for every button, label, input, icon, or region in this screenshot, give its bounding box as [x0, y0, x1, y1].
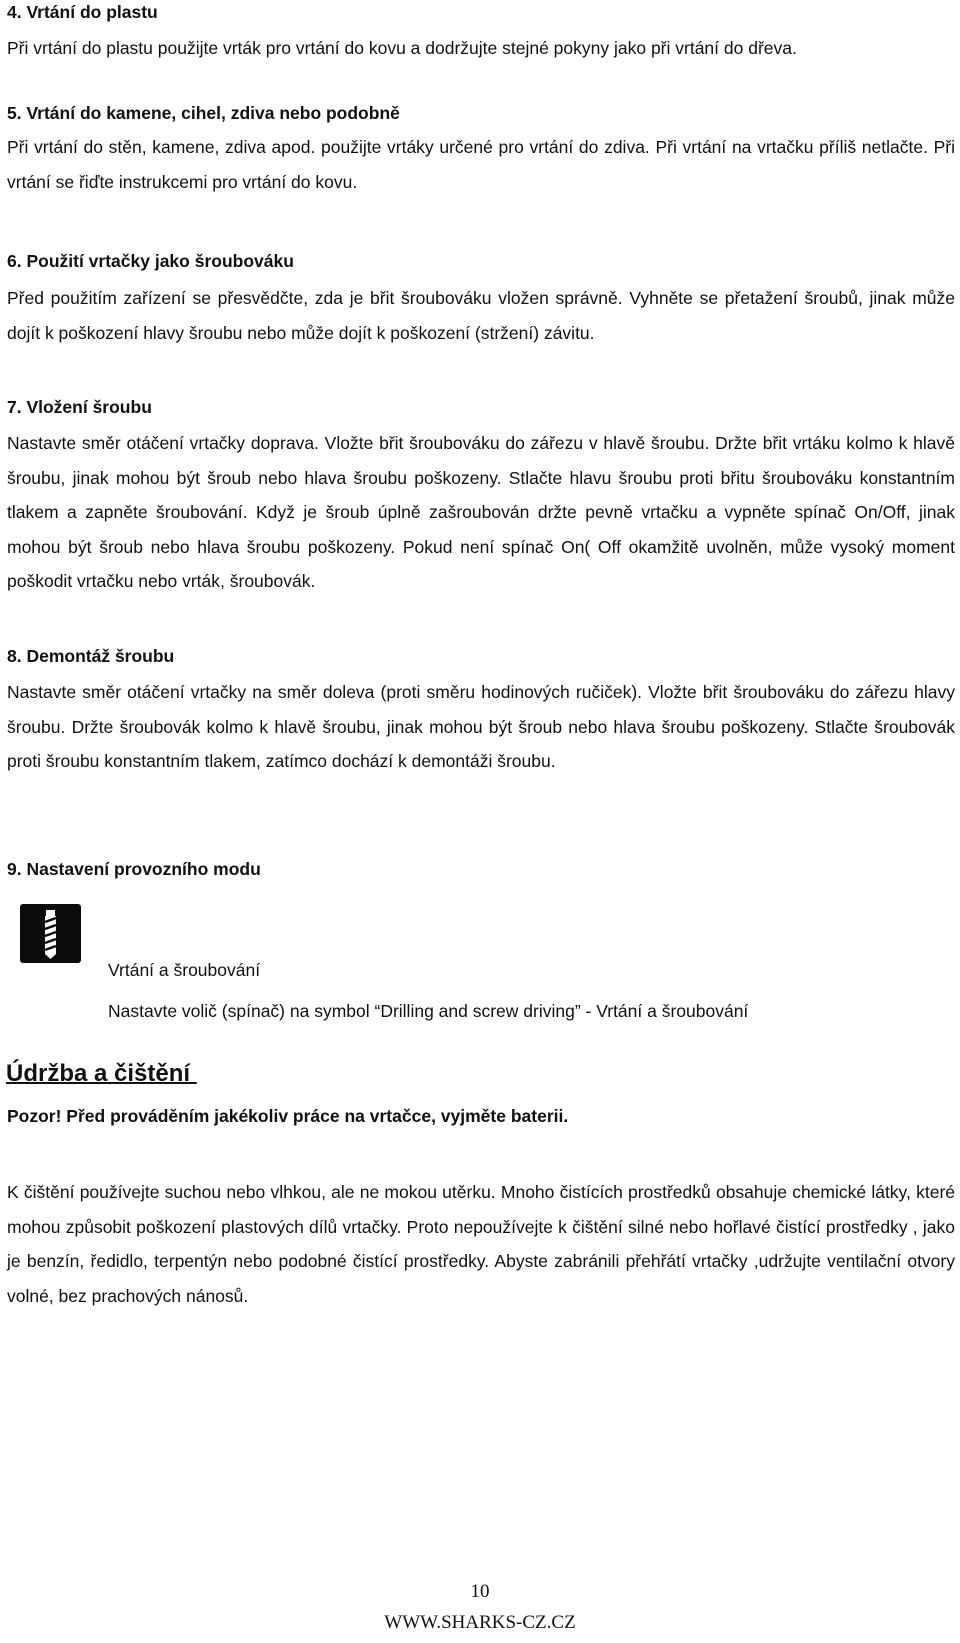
page-number: 10	[470, 1581, 490, 1602]
drill-bit-icon	[20, 904, 81, 963]
section-8-text: Nastavte směr otáčení vrtačky na směr doleva (proti směru hodinových ručiček). Vložte břit šroubováku do zářezu hlavy šroubu. Držte šroubovák kolmo k hlavě šroubu, jinak mohou být šroub nebo hlava šroubu poškozeny. Stlačte šroubovák proti šroubu konstantním tlakem, zatímco dochází k demontáži šroubu.	[7, 682, 955, 771]
maintenance-warning: Pozor! Před prováděním jakékoliv práce na vrtačce, vyjměte baterii.	[7, 1106, 569, 1126]
section-6-heading: 6. Použití vrtačky jako šroubováku	[7, 251, 294, 271]
section-9-heading: 9. Nastavení provozního modu	[7, 859, 261, 879]
section-8-heading: 8. Demontáž šroubu	[7, 646, 175, 666]
section-4-text: Při vrtání do plastu použijte vrták pro vrtání do kovu a dodržujte stejné pokyny jako při vrtání do dřeva.	[7, 38, 797, 58]
section-7-heading: 7. Vložení šroubu	[7, 397, 152, 417]
section-7-text: Nastavte směr otáčení vrtačky doprava. Vložte břit šroubováku do zářezu v hlavě šroubu. Držte břit vrtáku kolmo k hlavě šroubu, jinak mohou být šroub nebo hlava šroubu poškozeny. Stlačte hlavu šroubu proti břitu šroubováku konstantním tlakem a zapněte šroubování. Když je šroub úplně zašroubován držte pevně vrtačku a vypněte spínač On/Off, jinak mohou být šroub nebo hlava šroubu poškozeny. Pokud není spínač On( Off okamžitě uvolněn, může vysoký moment poškodit vrtačku nebo vrták, šroubovák.	[7, 433, 955, 591]
section-5-text: Při vrtání do stěn, kamene, zdiva apod. použijte vrtáky určené pro vrtání do zdiva. Při vrtání na vrtačku příliš netlačte. Při vrtání se řiďte instrukcemi pro vrtání do kovu.	[7, 137, 955, 192]
footer-website: WWW.SHARKS-CZ.CZ	[384, 1612, 576, 1633]
mode-title: Vrtání a šroubování	[108, 960, 261, 980]
mode-description: Nastavte volič (spínač) na symbol “Drilling and screw driving” - Vrtání a šroubování	[108, 1001, 749, 1021]
maintenance-text: K čištění používejte suchou nebo vlhkou, ale ne mokou utěrku. Mnoho čistících prostředků obsahuje chemické látky, které mohou způsobit poškození plastových dílů vrtačky. Proto nepoužívejte k čištění silné nebo hořlavé čistící prostředky , jako je benzín, ředidlo, terpentýn nebo podobné čistící prostředky. Abyste zabránili přehřátí vrtačky ,udržujte ventilační otvory volné, bez prachových nánosů.	[7, 1182, 955, 1306]
section-4-heading: 4. Vrtání do plastu	[7, 2, 158, 22]
section-6-text: Před použitím zařízení se přesvědčte, zda je břit šroubováku vložen správně. Vyhněte se přetažení šroubů, jinak může dojít k poškození hlavy šroubu nebo může dojít k poškození (stržení) závitu.	[7, 288, 955, 343]
maintenance-heading: Údržba a čištění	[6, 1060, 197, 1087]
section-5-heading: 5. Vrtání do kamene, cihel, zdiva nebo podobně	[7, 103, 400, 123]
